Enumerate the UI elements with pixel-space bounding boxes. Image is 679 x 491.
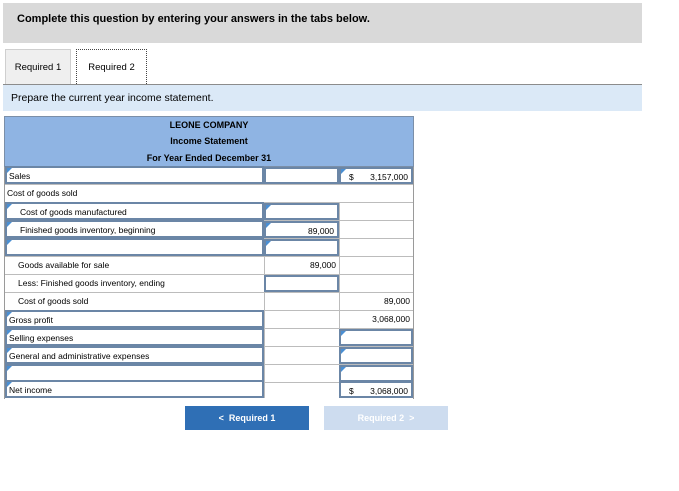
amount-cell-col3 <box>339 221 413 238</box>
table-row <box>5 203 413 221</box>
instructions-banner <box>3 3 642 43</box>
banner-text: Complete this question by entering your answers in the tabs below. <box>17 13 370 25</box>
label-input[interactable]: Cost of goods manufactured <box>5 202 264 220</box>
amount-cell-col2: 89,000 <box>264 257 339 274</box>
amount-input-col2[interactable] <box>264 221 339 238</box>
label-input[interactable]: General and administrative expenses <box>5 346 264 364</box>
amount-input-col3[interactable] <box>339 329 413 346</box>
dropdown-flag-icon <box>266 223 271 228</box>
amount-input-col2[interactable] <box>264 167 339 184</box>
dropdown-flag-icon <box>7 222 12 227</box>
row-label: Less: Finished goods inventory, ending <box>18 278 165 288</box>
dropdown-flag-icon <box>7 204 12 209</box>
row-label: Cost of goods sold <box>18 296 89 306</box>
dropdown-flag-icon <box>341 169 346 174</box>
table-row <box>5 185 413 203</box>
amount-cell-col2 <box>264 347 339 364</box>
amount-input-col2[interactable] <box>264 239 339 256</box>
amount-cell-col3: 89,000 <box>339 293 413 310</box>
dropdown-flag-icon <box>266 241 271 246</box>
label-input[interactable]: Gross profit <box>5 310 264 328</box>
amount-cell-col3 <box>339 239 413 256</box>
amount-value: 3,157,000 <box>370 172 408 182</box>
row-label: Goods available for sale <box>18 260 110 270</box>
amount-cell-col2 <box>264 293 339 310</box>
question-prompt <box>3 85 642 111</box>
amount-cell-col2 <box>264 381 339 398</box>
dropdown-flag-icon <box>7 348 12 353</box>
chevron-right-icon: > <box>409 413 415 423</box>
row-label: Cost of goods sold <box>7 188 78 198</box>
statement-period: For Year Ended December 31 <box>4 150 414 167</box>
label-input[interactable]: Net income <box>5 380 264 398</box>
amount-value: 3,068,000 <box>370 386 408 396</box>
next-required-2-button <box>324 406 448 430</box>
table-row <box>5 311 413 329</box>
amount-input-col2[interactable] <box>264 203 339 220</box>
dropdown-flag-icon <box>7 382 12 387</box>
amount-cell-col2 <box>264 311 339 328</box>
amount-value: 89,000 <box>308 226 334 236</box>
amount-cell-col2 <box>264 329 339 346</box>
label-input[interactable]: Selling expenses <box>5 328 264 346</box>
dropdown-flag-icon <box>7 330 12 335</box>
tab-label: Required 2 <box>88 62 135 73</box>
prompt-text: Prepare the current year income statement. <box>11 92 214 104</box>
amount-input-col3[interactable] <box>339 347 413 364</box>
amount-input-col2[interactable] <box>264 275 339 292</box>
amount-cell-col3 <box>339 257 413 274</box>
button-label: Required 2 <box>357 413 405 423</box>
dropdown-flag-icon <box>341 367 346 372</box>
statement-title: Income Statement <box>4 133 414 150</box>
amount-cell-col3: 3,068,000 <box>339 311 413 328</box>
table-row <box>5 347 413 365</box>
tab-required-2[interactable] <box>76 49 147 86</box>
dropdown-flag-icon <box>341 349 346 354</box>
label-input[interactable]: Finished goods inventory, beginning <box>5 220 264 238</box>
amount-cell-col3 <box>339 275 413 292</box>
label-input[interactable]: Sales <box>5 166 264 184</box>
company-name: LEONE COMPANY <box>4 116 414 133</box>
dropdown-flag-icon <box>7 366 12 371</box>
table-row <box>5 239 413 257</box>
amount-cell-col3 <box>339 203 413 220</box>
dropdown-flag-icon <box>266 205 271 210</box>
table-row <box>5 381 413 399</box>
table-row <box>5 275 413 293</box>
chevron-left-icon: < <box>218 413 224 423</box>
table-row <box>5 221 413 239</box>
label-input[interactable] <box>5 238 264 256</box>
tab-label: Required 1 <box>14 62 62 73</box>
amount-input-col3[interactable] <box>339 365 413 382</box>
button-label: Required 1 <box>228 413 276 423</box>
amount-input-col3[interactable] <box>339 381 413 398</box>
prev-required-1-button[interactable] <box>185 406 309 430</box>
currency-symbol: $ <box>349 172 354 182</box>
table-row <box>5 167 413 185</box>
dropdown-flag-icon <box>341 331 346 336</box>
dropdown-flag-icon <box>7 240 12 245</box>
amount-input-col3[interactable] <box>339 167 413 184</box>
dropdown-flag-icon <box>7 168 12 173</box>
income-statement-table <box>4 116 414 399</box>
dropdown-flag-icon <box>7 312 12 317</box>
currency-symbol: $ <box>349 386 354 396</box>
table-row <box>5 293 413 311</box>
amount-cell-col2 <box>264 365 339 382</box>
table-row <box>5 329 413 347</box>
tab-required-1[interactable] <box>5 49 71 85</box>
table-row <box>5 257 413 275</box>
statement-body <box>4 167 414 399</box>
